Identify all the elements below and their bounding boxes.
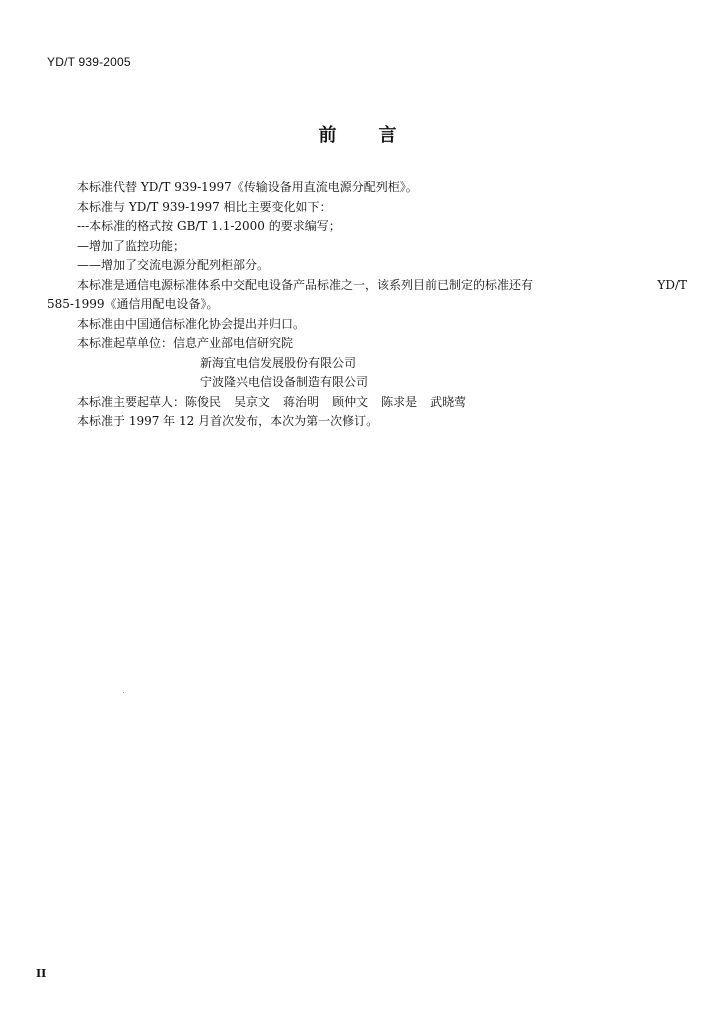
drafting-units-line (47, 334, 687, 354)
paragraph-proposed-by: 本标准由中国通信标准化协会提出并归口。 (77, 316, 306, 331)
drafter-name: 吴京文 (234, 394, 271, 409)
drafting-units-label: 本标准起草单位： (77, 336, 174, 350)
drafter-name: 陈俊民 (185, 394, 222, 409)
paragraph-replaces: 本标准代替 YD/T 939-1997《传输设备用直流电源分配列柜》。 (77, 180, 418, 194)
page-title (0, 121, 715, 147)
drafter-name: 蒋治明 (283, 394, 320, 409)
drafters-label: 本标准主要起草人： (77, 394, 186, 409)
paragraph-series (47, 276, 687, 296)
paragraph-series-continued: 585-1999《通信用配电设备》。 (47, 297, 219, 311)
drafting-unit-3: 宁波隆兴电信设备制造有限公司 (200, 375, 369, 389)
drafting-unit-2: 新海宜电信发展股份有限公司 (200, 355, 357, 370)
series-code: YD/T (657, 277, 687, 292)
drafters-line (47, 393, 687, 413)
drafter-name: 顾仲文 (332, 394, 369, 409)
paragraph-publication-history: 本标准于 1997 年 12 月首次发布，本次为第一次修订。 (77, 414, 379, 428)
paragraph-changes-intro: 本标准与 YD/T 939-1997 相比主要变化如下： (77, 199, 332, 214)
standard-code: YD/T 939-2005 (47, 55, 131, 69)
scan-speck (123, 692, 124, 693)
title-char-1: 前 (318, 125, 337, 146)
drafter-name: 陈求是 (381, 394, 418, 409)
series-text: 本标准是通信电源标准体系中交配电设备产品标准之一，该系列目前已制定的标准还有 (77, 277, 534, 292)
foreword-body (47, 178, 687, 432)
title-char-2: 言 (378, 125, 397, 146)
drafter-name: 武晓莺 (430, 394, 467, 409)
change-item-ac-cabinet: ——增加了交流电源分配列柜部分。 (77, 258, 270, 272)
drafting-unit-1: 信息产业部电信研究院 (173, 336, 294, 350)
change-item-monitoring: —增加了监控功能； (77, 238, 186, 253)
page-number: II (36, 967, 47, 980)
change-item-format: ---本标准的格式按 GB/T 1.1-2000 的要求编写； (77, 219, 341, 233)
